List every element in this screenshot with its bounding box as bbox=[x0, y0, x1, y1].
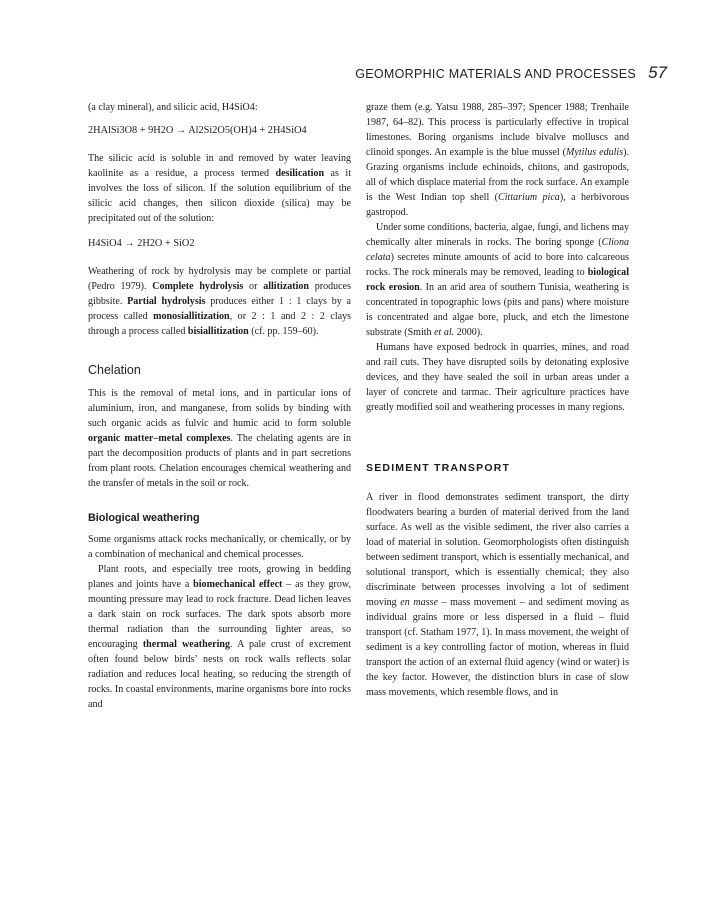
species-cliona: Cliona celata bbox=[366, 237, 629, 263]
term-biomechanical-effect: biomechanical effect bbox=[193, 579, 283, 590]
term-en-masse: en masse bbox=[400, 597, 438, 608]
paragraph-bio-2: Plant roots, and especially tree roots, growing in bedding planes and joints have a biomechanical effect – as they grow, mounting pressure may lead to rock fracture. Dead lichen leaves a dark stain on rock surfaces. The dark spots absorb more thermal radiation than the surrounding lighter areas, so encouraging thermal weathering. A pale crust of excrement often found below birds’ nests on rock walls reflects solar radiation and reduces local heating, so reducing the strength of rocks. In coastal environments, marine organisms bore into rocks and bbox=[88, 564, 351, 710]
paragraph-desilication: The silicic acid is soluble in and removed by water leaving kaolinite as a residue, a process termed desilication as it involves the loss of silicon. If the solution equilibrium of the silicic acid changes, then silicon dioxide (silica) may be precipitated out of the solution: bbox=[88, 153, 351, 224]
species-mytilus: Mytilus edulis bbox=[566, 147, 624, 158]
paragraph-microbes: Under some conditions, bacteria, algae, fungi, and lichens may chemically alter minerals in rocks. The boring sponge (Cliona celata) secretes minute amounts of acid to bore into calcareous rocks. The rock minerals may be removed, leading to biological rock erosion. In an arid area of southern Tunisia, weathering is concentrated in topographic lows (pits and pans) where moisture is concentrated and algae bore, pluck, and etch the limestone substrate (Smith et al. 2000). bbox=[366, 222, 629, 338]
term-thermal-weathering: thermal weathering bbox=[142, 639, 231, 650]
heading-biological-weathering: Biological weathering bbox=[88, 512, 200, 524]
heading-sediment-transport: SEDIMENT TRANSPORT bbox=[366, 462, 511, 474]
species-cittarium: Cittarium pica bbox=[498, 192, 560, 203]
left-column bbox=[88, 100, 351, 712]
header-title: GEOMORPHIC MATERIALS AND PROCESSES bbox=[355, 67, 637, 81]
equation-silica: H4SiO4 → 2H2O + SiO2 bbox=[88, 238, 195, 249]
right-column bbox=[366, 100, 629, 700]
equation-hydrolysis: 2HAlSi3O8 + 9H2O → Al2Si2O5(OH)4 + 2H4SiO4 bbox=[88, 125, 307, 136]
paragraph-grazing: graze them (e.g. Yatsu 1988, 285–397; Spencer 1988; Trenhaile 1987, 64–82). This process is particularly effective in tropical limestones. Boring organisms include bivalve molluscs and clinoid sponges. An example is the blue mussel (Mytilus edulis). Grazing organisms include echinoids, chitons, and gastropods, all of which displace material from the rock surface. An example is the West Indian top shell (Cittarium pica), a herbivorous gastropod. bbox=[366, 102, 630, 218]
term-partial-hydrolysis: Partial hydrolysis bbox=[127, 296, 206, 307]
paragraph-sediment: A river in flood demonstrates sediment transport, the dirty floodwaters bearing a burden of material derived from the land surface. As well as the visible sediment, the river also carries a load of material in solution. Geomorphologists often distinguish between sediment transport, which is essentially mechanical, and solutional transport, which is essentially chemical; they also discriminate between processes involving a lot of sediment moving en masse – mass movement – and sediment moving as individual grains more or less dispersed in a fluid – fluid transport (cf. Statham 1977, 1). In mass movement, the weight of sediment is a key controlling factor of motion, whereas in fluid transport the action of an external fluid agency (wind or water) is the key factor. However, the distinction blurs in case of slow mass movements, which resemble flows, and in bbox=[366, 492, 629, 698]
term-bisiallitization: bisiallitization bbox=[187, 326, 249, 337]
term-biological-rock-erosion: biological rock erosion bbox=[366, 267, 629, 293]
paragraph-humans: Humans have exposed bedrock in quarries, mines, and road and rail cuts. They have disrupted soils by detonating explosive devices, and they have sealed the soil in urban areas under a layer of concrete and tarmac. Their agriculture practices have greatly modified soil and weathering processes in many regions. bbox=[366, 342, 629, 413]
paragraph-bio-1: Some organisms attack rocks mechanically, or chemically, or by a combination of mechanical and chemical processes. bbox=[88, 534, 351, 560]
term-desilication: desilication bbox=[275, 168, 325, 179]
intro-line: (a clay mineral), and silicic acid, H4SiO4: bbox=[88, 102, 258, 113]
term-allitization: allitization bbox=[263, 281, 309, 292]
term-organic-complexes: organic matter–metal complexes bbox=[88, 433, 231, 444]
term-monosiallitization: monosiallitization bbox=[153, 311, 230, 322]
heading-chelation: Chelation bbox=[88, 363, 141, 377]
paragraph-chelation: This is the removal of metal ions, and in particular ions of aluminium, iron, and manganese, from solids by binding with such organic acids as fulvic and humic acid to form soluble organic matter–metal complexes. The chelating agents are in part the decomposition products of plants and in part secretions from plant roots. Chelation encourages chemical weathering and the transfer of metals in the soil or rock. bbox=[88, 388, 351, 489]
running-header bbox=[355, 63, 667, 83]
term-complete-hydrolysis: Complete hydrolysis bbox=[152, 281, 244, 292]
paragraph-hydrolysis: Weathering of rock by hydrolysis may be complete or partial (Pedro 1979). Complete hydrolysis or allitization produces gibbsite. Partial hydrolysis produces either 1 : 1 clays by a process called monosiallitization, or 2 : 1 and 2 : 2 clays through a process called bisiallitization (cf. pp. 159–60). bbox=[88, 266, 352, 337]
page-number: 57 bbox=[648, 63, 667, 82]
et-al: et al. bbox=[434, 327, 455, 338]
